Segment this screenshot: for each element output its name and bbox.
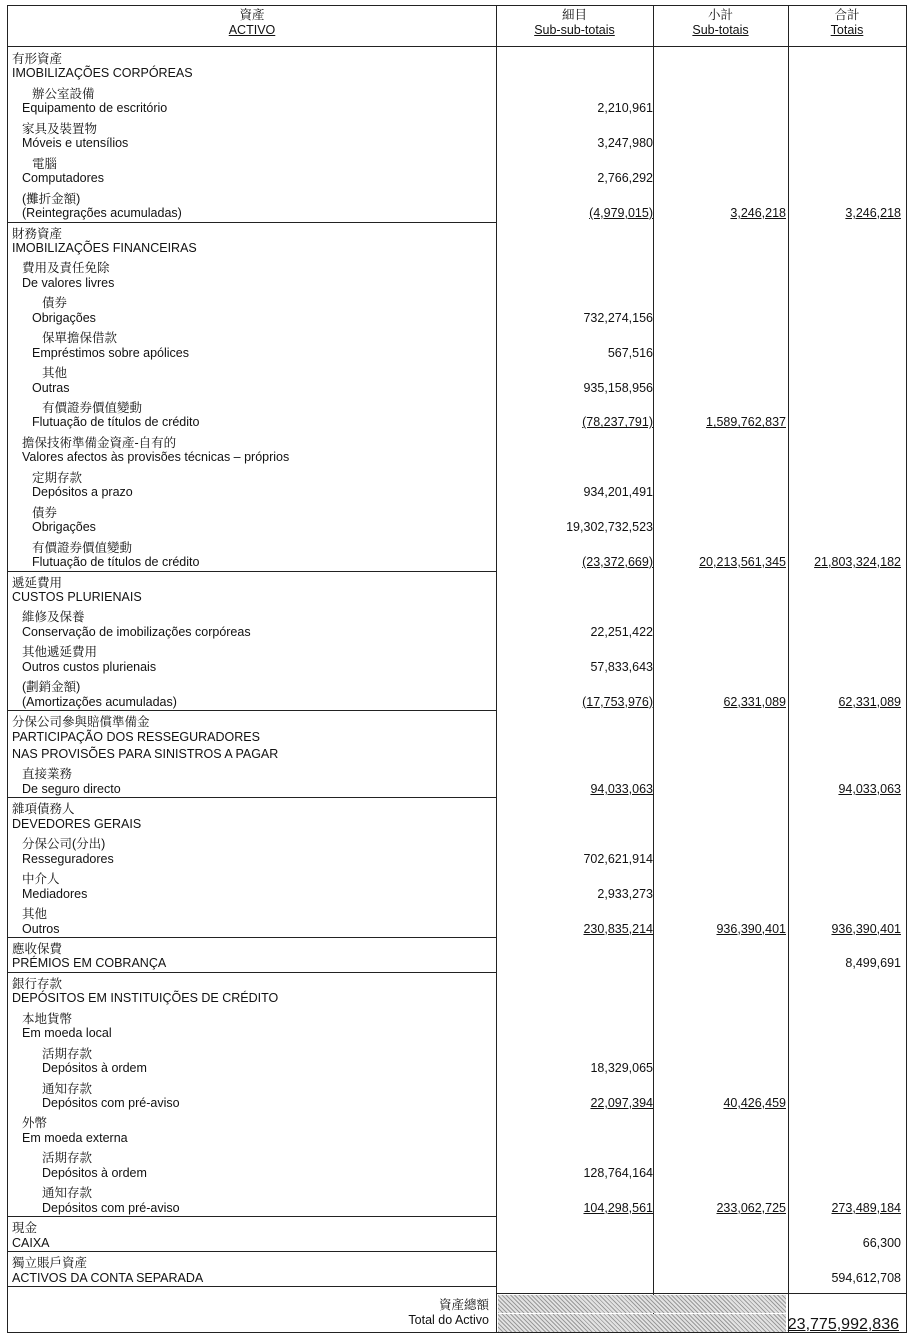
row-label: 定期存款 [32,470,83,485]
row-label: Depósitos com pré-aviso [42,1096,180,1110]
row-label: 保單擔保借款 [42,331,118,346]
header-totais [788,6,906,46]
table-row [8,815,908,832]
header-col3-pt: Totais [830,23,864,37]
sub-sub-total-value: 230,835,214 [583,921,653,936]
table-row [8,222,908,239]
row-label: 分保公司(分出) [22,837,106,852]
row-label: Resseguradores [22,851,114,866]
row-label: 擔保技術準備金資產-自有的 [22,435,177,450]
sub-sub-total-value: (4,979,015) [589,206,653,221]
row-label: 財務資產 [12,226,63,241]
table-row [8,1164,908,1181]
table-row [8,501,908,518]
table-row [8,693,908,710]
sub-sub-total-value: 94,033,063 [590,781,653,796]
row-label: (劃銷金額) [22,680,81,695]
row-label: 電腦 [32,156,58,171]
row-label: 費用及責任免除 [22,261,110,276]
table-row [8,64,908,81]
row-label: 有價證券價值變動 [32,540,133,555]
row-label: Outros custos plurienais [22,659,157,674]
table-row [8,1234,908,1251]
sub-sub-total-value: 702,621,914 [583,851,653,866]
table-row [8,588,908,605]
row-label: 活期存款 [42,1046,93,1061]
table-row [8,1199,908,1216]
row-label: Depósitos à ordem [42,1061,147,1076]
table-row [8,745,908,762]
row-label: Conservação de imobilizações corpóreas [22,624,251,639]
table-row [8,169,908,186]
row-label: Computadores [22,171,104,186]
table-row [8,797,908,817]
table-row [8,1216,908,1236]
row-label: 現金 [12,1221,38,1236]
row-label: (攤折金額) [22,191,81,206]
sub-sub-total-value: 2,933,273 [597,886,653,901]
table-row [8,483,908,500]
table-row [8,361,908,381]
table-row [8,518,908,535]
total-value: 8,499,691 [845,956,901,971]
table-row [8,309,908,326]
header-sub-sub-totais [496,6,653,46]
row-label: DEPÓSITOS EM INSTITUIÇÕES DE CRÉDITO [12,991,279,1006]
row-label: 有形資產 [12,52,63,66]
row-label: Mediadores [22,886,88,901]
row-label: IMOBILIZAÇÕES FINANCEIRAS [12,240,197,255]
table-row [8,885,908,902]
table-row [8,850,908,867]
total-value: 21,803,324,182 [814,555,901,570]
total-value: 273,489,184 [831,1200,901,1215]
row-label: ACTIVOS DA CONTA SEPARADA [12,1270,204,1285]
table-row [8,413,908,430]
table-row [8,762,908,782]
row-label: 維修及保養 [22,610,85,625]
table-row [8,204,908,221]
table-row [8,1269,908,1286]
sub-total-value: 936,390,401 [716,921,786,936]
row-label: Depósitos à ordem [42,1165,147,1180]
total-value: 936,390,401 [831,921,901,936]
row-label: 辦公室設備 [32,86,95,101]
table-row [8,710,908,730]
row-label: 分保公司參與賠償準備金 [12,715,150,730]
sub-sub-total-value: 732,274,156 [583,310,653,325]
sub-sub-total-value: 128,764,164 [583,1165,653,1180]
sub-sub-total-value: (23,372,669) [582,555,653,570]
header-col1-pt: Sub-sub-totais [534,23,615,37]
table-row [8,326,908,346]
total-label-zh: 資產總額 [438,1298,489,1312]
header-col2-zh: 小計 [707,8,733,22]
row-label: Valores afectos às provisões técnicas – próprios [22,450,290,465]
sub-total-value: 62,331,089 [723,694,786,709]
sub-sub-total-value: 2,210,961 [597,101,653,116]
table-row [8,1077,908,1094]
table-row [8,448,908,465]
header-col3-zh: 合計 [834,8,860,22]
table-row [8,1059,908,1076]
row-label: 債券 [32,505,58,520]
table-row [8,256,908,276]
table-row [8,675,908,695]
table-row [8,536,908,553]
table-row [8,379,908,396]
table-row [8,1146,908,1166]
table-row [8,1111,908,1131]
table-row [8,658,908,675]
table-row [8,1024,908,1041]
row-label: 通知存款 [42,1186,93,1201]
table-row [8,291,908,311]
sub-sub-total-value: 22,097,394 [590,1096,653,1110]
sub-total-value: 1,589,762,837 [706,415,786,430]
total-value: 66,300 [862,1235,901,1250]
header-sub-totais [653,6,788,46]
table-row [8,1042,908,1059]
total-value: 94,033,063 [838,781,901,796]
row-label: Móveis e utensílios [22,136,129,151]
row-label: 應收保費 [12,941,63,956]
table-row [8,937,908,954]
shaded-cell [498,1295,786,1313]
row-label: Flutuação de títulos de crédito [32,415,200,430]
row-label: 本地貨幣 [22,1011,73,1026]
table-row [8,274,908,291]
row-label: Flutuação de títulos de crédito [32,555,200,570]
table-row [8,867,908,887]
row-label: CUSTOS PLURIENAIS [12,589,142,604]
row-label: De valores livres [22,275,115,290]
sub-sub-total-value: 57,833,643 [590,659,653,674]
row-label: PARTICIPAÇÃO DOS RESSEGURADORES [12,729,260,744]
row-label: Em moeda local [22,1026,112,1041]
total-activo-value: 23,775,992,836 [787,1316,899,1333]
row-label: Outros [22,921,60,936]
balance-sheet [7,5,907,1333]
total-label-pt: Total do Activo [408,1313,489,1327]
row-label: IMOBILIZAÇÕES CORPÓREAS [12,66,193,81]
row-label: 其他遞延費用 [22,645,98,660]
row-label: (Reintegrações acumuladas) [22,206,182,221]
row-label: Obrigações [32,520,96,535]
row-label: 其他 [42,366,68,381]
sub-sub-total-value: 104,298,561 [583,1200,653,1215]
row-label: Obrigações [32,310,96,325]
sub-sub-total-value: 934,201,491 [583,485,653,500]
table-row [8,134,908,151]
sub-sub-total-value: 3,247,980 [597,136,653,151]
sub-total-value: 233,062,725 [716,1200,786,1215]
table-row [8,47,908,64]
header-activo-zh: 資產 [239,8,265,22]
table-row [8,187,908,204]
section-divider [8,1286,496,1287]
table-row [8,640,908,660]
row-label: 直接業務 [22,767,73,782]
row-label: Empréstimos sobre apólices [32,345,190,360]
table-row [8,972,908,989]
row-label: 雜項債務人 [12,802,75,817]
sub-sub-total-value: (17,753,976) [582,694,653,709]
row-label: Equipamento de escritório [22,101,168,116]
sub-sub-total-value: 18,329,065 [590,1061,653,1076]
header-col2-pt: Sub-totais [692,23,749,37]
table-row [8,117,908,134]
sub-total-value: 40,426,459 [723,1096,786,1110]
table-row [8,832,908,852]
table-row [8,1181,908,1201]
row-label: Depósitos com pré-aviso [42,1200,180,1215]
row-label: 獨立賬戶資產 [12,1256,88,1271]
sub-sub-total-value: 935,158,956 [583,380,653,395]
sub-sub-total-value: (78,237,791) [582,415,653,430]
table-row [8,1094,908,1111]
table-row [8,954,908,971]
row-label: PRÉMIOS EM COBRANÇA [12,956,167,971]
row-label: 活期存款 [42,1151,93,1166]
row-label: Outras [32,380,70,395]
table-row [8,1129,908,1146]
row-label: 債券 [42,296,68,311]
table-row [8,728,908,745]
row-label: NAS PROVISÕES PARA SINISTROS A PAGAR [12,747,279,761]
row-label: 中介人 [22,872,60,887]
row-label: 有價證券價值變動 [42,401,143,415]
table-row [8,1007,908,1024]
row-label: Em moeda externa [22,1130,128,1145]
row-label: CAIXA [12,1235,50,1250]
row-label: 家具及裝置物 [22,121,98,136]
header-col1-zh: 細目 [561,8,587,22]
table-row [8,152,908,169]
table-row [8,239,908,256]
table-row [8,989,908,1006]
table-row [8,920,908,937]
table-row [8,431,908,448]
table-row [8,344,908,361]
table-row [8,99,908,116]
total-value: 3,246,218 [845,206,901,221]
table-row [8,571,908,588]
table-row [8,82,908,99]
sub-total-value: 3,246,218 [730,206,786,221]
row-label: 銀行存款 [12,976,63,991]
row-label: 外幣 [22,1116,48,1131]
total-value: 62,331,089 [838,694,901,709]
row-label: DEVEDORES GERAIS [12,816,142,831]
table-row [8,396,908,413]
table-row [8,605,908,625]
table-row [8,623,908,640]
shaded-cell [498,1314,786,1332]
sub-sub-total-value: 22,251,422 [590,624,653,639]
table-row [8,902,908,922]
row-label: De seguro directo [22,781,121,796]
header-activo-pt: ACTIVO [228,23,276,37]
table-row [8,553,908,570]
header-activo [8,6,496,46]
row-label: (Amortizações acumuladas) [22,694,177,709]
sub-sub-total-value: 567,516 [607,345,653,360]
table-row [8,1251,908,1271]
footer-divider [496,1293,906,1294]
sub-sub-total-value: 2,766,292 [597,171,653,186]
table-row [8,466,908,483]
sub-total-value: 20,213,561,345 [699,555,786,570]
total-value: 594,612,708 [831,1270,901,1285]
row-label: 其他 [22,907,48,922]
row-label: Depósitos a prazo [32,485,133,500]
row-label: 通知存款 [42,1081,93,1096]
row-label: 遞延費用 [12,575,63,590]
sub-sub-total-value: 19,302,732,523 [566,520,653,535]
table-row [8,780,908,797]
